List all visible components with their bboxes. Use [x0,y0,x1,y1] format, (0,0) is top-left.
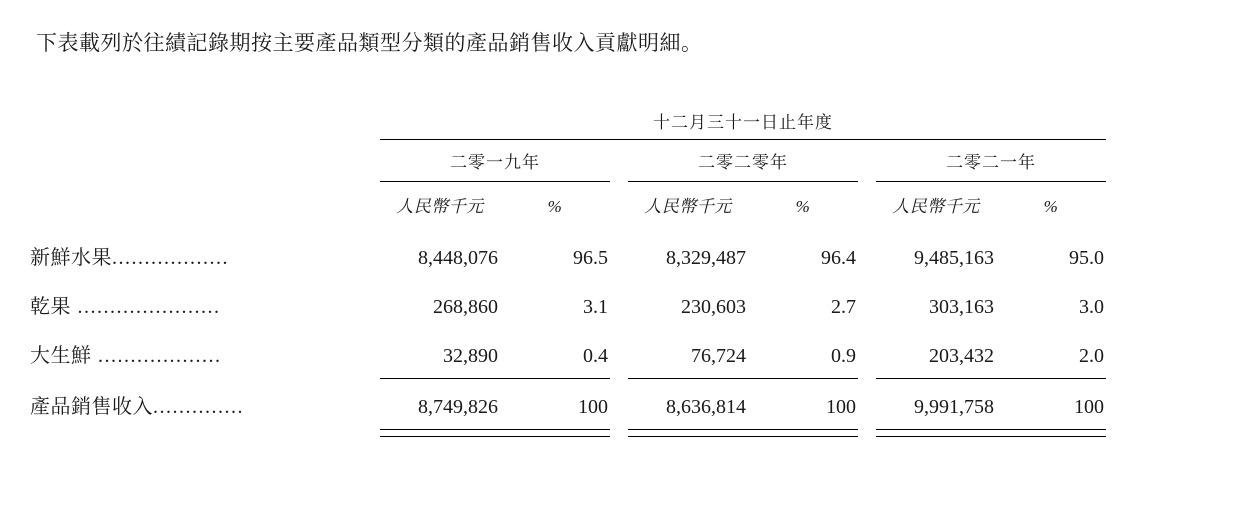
cell-fresh-fruit-2019-amount: 8,448,076 [418,247,498,269]
header-year-2020: 二零二零年 [698,153,788,172]
product-sales-revenue-table [30,108,1106,437]
row-gap-1 [610,280,628,329]
double-rule-gap-2 [858,429,876,436]
cell-dried-fruit-2019-pct: 3.1 [583,296,608,318]
cell-dried-fruit-2020-pct: 2.7 [831,296,856,318]
row-leader-dots: ................... [91,345,222,367]
unit-gap-2 [858,182,876,232]
table-row [30,329,1106,378]
header-spacer [30,108,380,139]
cell-total-2019-pct: 100 [578,395,608,418]
row-label-text: 新鮮水果 [30,247,112,269]
year-spacer [30,140,380,182]
row-label-text: 乾果 [30,296,71,318]
row-gap-2 [858,329,876,378]
row-label-dried-fruit [30,280,380,329]
cell-fresh-fruit-2020-pct: 96.4 [821,247,856,269]
cell-fresh-fruit-2020-amount: 8,329,487 [666,247,746,269]
cell-fresh-produce-2021-amount: 203,432 [876,329,996,378]
table-total-row [30,378,1106,429]
unit-spacer [30,182,380,232]
table-header-period-row [30,108,1106,139]
cell-fresh-produce-2019-amount: 32,890 [380,329,500,378]
header-period-label: 十二月三十一日止年度 [653,113,833,132]
cell-fresh-fruit-2021-pct: 95.0 [1069,247,1104,269]
header-unit-rmb-2021: 人民幣千元 [892,197,980,216]
table-row [30,280,1106,329]
cell-fresh-produce-2020-pct: 0.9 [748,329,858,378]
double-rule-2021-amount [876,429,996,436]
double-rule-2020-pct [748,429,858,436]
row-gap-2 [858,231,876,280]
double-rule-2021-pct [996,429,1106,436]
cell-fresh-produce-2021-pct: 2.0 [996,329,1106,378]
cell-fresh-produce-2020-amount: 76,724 [628,329,748,378]
double-rule-2019-amount [380,429,500,436]
cell-dried-fruit-2021-amount: 303,163 [929,296,994,318]
cell-total-2020-amount: 8,636,814 [666,395,746,418]
header-unit-pct-2019: % [547,197,563,216]
total-gap-1 [610,378,628,429]
year-gap-1 [610,140,628,182]
table-header-unit-row [30,182,1106,232]
cell-total-2021-amount: 9,991,758 [914,395,994,418]
header-year-2019: 二零一九年 [450,153,540,172]
row-leader-dots: .................. [112,247,229,269]
year-gap-2 [858,140,876,182]
row-leader-dots: .............. [153,396,244,418]
double-rule-2020-amount [628,429,748,436]
cell-dried-fruit-2019-amount: 268,860 [433,296,498,318]
cell-dried-fruit-2020-amount: 230,603 [681,296,746,318]
row-label-text: 大生鮮 [30,345,92,367]
double-rule-2019-pct [500,429,610,436]
table-double-rule-row [30,429,1106,436]
header-unit-pct-2021: % [1043,197,1059,216]
double-rule-spacer [30,429,380,436]
cell-fresh-fruit-2019-pct: 96.5 [573,247,608,269]
cell-fresh-produce-2019-pct: 0.4 [500,329,610,378]
row-gap-1 [610,231,628,280]
header-year-2021: 二零二一年 [946,153,1036,172]
row-leader-dots: ...................... [71,296,221,318]
header-unit-pct-2020: % [795,197,811,216]
cell-fresh-fruit-2021-amount: 9,485,163 [914,247,994,269]
row-label-fresh-produce [30,329,380,378]
header-unit-rmb-2019: 人民幣千元 [396,197,484,216]
double-rule-gap-1 [610,429,628,436]
table-row [30,231,1106,280]
cell-total-2020-pct: 100 [826,395,856,418]
total-gap-2 [858,378,876,429]
cell-total-2019-amount: 8,749,826 [418,395,498,418]
cell-total-2021-pct: 100 [1074,395,1104,418]
unit-gap-1 [610,182,628,232]
row-label-text: 產品銷售收入 [30,396,153,418]
row-gap-2 [858,280,876,329]
row-label-fresh-fruit [30,231,380,280]
table-header-year-row [30,140,1106,182]
row-label-total-revenue [30,378,380,429]
row-gap-1 [610,329,628,378]
cell-dried-fruit-2021-pct: 3.0 [1079,296,1104,318]
intro-paragraph: 下表載列於往績記錄期按主要產品類型分類的產品銷售收入貢獻明細。 [36,31,703,55]
header-unit-rmb-2020: 人民幣千元 [644,197,732,216]
